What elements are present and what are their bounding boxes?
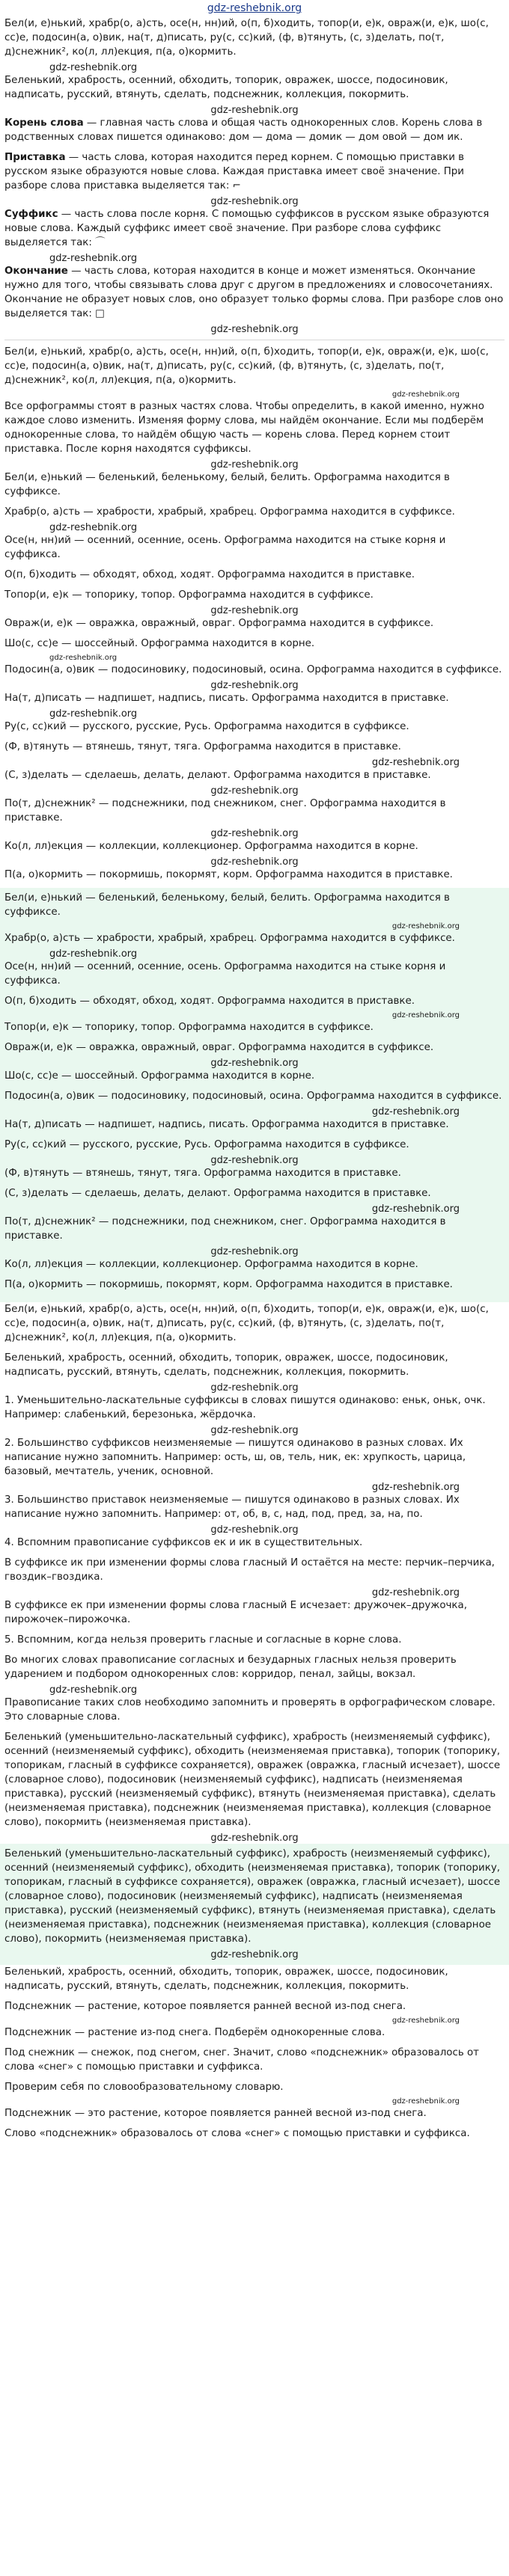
analysis-item: Осе(н, нн)ий — осенний, осенние, осень. Орфограмма находится на стыке корня и суффикса.: [4, 535, 446, 560]
rule-item: 4. Вспомним правописание суффиксов ек и ик в существительных.: [4, 1537, 363, 1548]
watermark: gdz-reshebnik.org: [49, 62, 138, 73]
watermark: gdz-reshebnik.org: [371, 1587, 460, 1598]
watermark: gdz-reshebnik.org: [391, 922, 460, 930]
analysis-item: Топор(и, е)к — топорику, топор. Орфограмма находится в суффиксе.: [4, 589, 374, 601]
analysis-item: (С, з)делать — сделаешь, делать, делают. Орфограмма находится в приставке.: [4, 1188, 431, 1199]
final-p4: Проверим себя по словообразовательному словарю.: [4, 2082, 284, 2093]
watermark: gdz-reshebnik.org: [371, 757, 460, 768]
block2-head: Бел(и, е)нький, храбр(о, а)сть, осе(н, нн)ий, о(п, б)ходить, топор(и, е)к, овраж(и, е)к, шо(с, сс)е, подосин(а, о)вик, на(т, д)писать, ру(с, сс)кий, (ф, в)тянуть, (с, з)делать, по(т, д)снежник², ко(л, лл)екция, п(а, о)кормить.: [4, 346, 489, 386]
watermark: gdz-reshebnik.org: [391, 390, 460, 399]
watermark: gdz-reshebnik.org: [391, 2017, 460, 2025]
rules-list: [4, 1393, 505, 1724]
final-words: Беленький, храбрость, осенний, обходить, топорик, овражек, шоссе, подосиновик, надписать, русский, втянуть, сделать, подснежник, коллекция, покормить.: [4, 1966, 448, 1992]
site-link[interactable]: gdz-reshebnik.org: [207, 2, 302, 14]
rule-item: 2. Большинство суффиксов неизменяемые — пишутся одинаково в разных словах. Их написание нужно запомнить. Например: ость, ш, ов, тель, ник, ек: хрупкость, царица, базовый, мечтатель, ученик, основной.: [4, 1438, 466, 1477]
watermark: gdz-reshebnik.org: [371, 1482, 460, 1493]
analysis-item: Осе(н, нн)ий — осенний, осенние, осень. Орфограмма находится на стыке корня и суффикса.: [4, 961, 446, 987]
final-p1: Подснежник — растение, которое появляется ранней весной из-под снега.: [4, 2001, 406, 2012]
analysis-item: На(т, д)писать — надпишет, надпись, писать. Орфограмма находится в приставке.: [4, 1119, 449, 1130]
rule-item: В суффиксе ик при изменении формы слова гласный И остаётся на месте: перчик–перчика, гвоздик–гвоздика.: [4, 1557, 495, 1583]
analysis-item: Ко(л, лл)екция — коллекции, коллекционер. Орфограмма находится в корне.: [4, 1259, 418, 1270]
final-p6: Слово «подснежник» образовалось от слова «снег» с помощью приставки и суффикса.: [4, 2128, 470, 2139]
watermark: gdz-reshebnik.org: [210, 1246, 299, 1257]
analysis-item: (Ф, в)тянуть — втянешь, тянут, тяга. Орфограмма находится в приставке.: [4, 1168, 401, 1179]
final-section: [4, 1965, 505, 2141]
intro-answer-words: Беленький, храбрость, осенний, обходить, топорик, овражек, шоссе, подосиновик, надписать, русский, втянуть, сделать, подснежник, коллекция, покормить.: [4, 75, 448, 100]
watermark: gdz-reshebnik.org: [210, 785, 299, 797]
watermark: gdz-reshebnik.org: [210, 1382, 299, 1393]
watermark: gdz-reshebnik.org: [210, 324, 299, 335]
watermark: gdz-reshebnik.org: [49, 1684, 138, 1696]
okonch-text: — часть слова, которая находится в конце и может изменяться. Окончание нужно для того, чтобы связывать слова друг с другом в предложениях и словосочетаниях. Окончание не образует новых слов, оно образует только формы слова. При разборе слов оно выделяется так: □: [4, 266, 504, 319]
analysis-item: (Ф, в)тянуть — втянешь, тянут, тяга. Орфограмма находится в приставке.: [4, 741, 401, 752]
watermark: gdz-reshebnik.org: [391, 1011, 460, 1019]
rule-item: 3. Большинство приставок неизменяемые — пишутся одинаково в разных словах. Их написание нужно запомнить. Например: от, об, в, с, над, под, пред, за, на, по.: [4, 1494, 460, 1520]
block2-rule: Все орфограммы стоят в разных частях слова. Чтобы определить, в какой именно, нужно каждое слово изменить. Изменяя форму слова, мы найдём окончание. Если мы подберём однокоренные слова, то найдём общую часть — корень слова. Перед корнем стоит приставка. После корня находятся суффиксы.: [4, 401, 484, 455]
watermark: gdz-reshebnik.org: [210, 1524, 299, 1536]
analysis-item: Бел(и, е)нький — беленький, беленькому, белый, белить. Орфограмма находится в суффиксе.: [4, 472, 450, 497]
intro-task-text: Бел(и, е)нький, храбр(о, а)сть, осе(н, нн)ий, о(п, б)ходить, топор(и, е)к, овраж(и, е)к, шо(с, сс)е, подосин(а, о)вик, на(т, д)писать, ру(с, сс)кий, (ф, в)тянуть, (с, з)делать, по(т, д)снежник², ко(л, лл)екция, п(а, о)кормить.: [4, 18, 489, 58]
okonch-definition: [4, 264, 505, 321]
summary-text: Беленький (уменьшительно-ласкательный суффикс), храбрость (неизменяемый суффикс), осенний (неизменяемый суффикс), обходить (неизменяемая приставка), топорик (топорику, топорикам, гласный в суффиксе сохраняется), овражек (овражка, гласный исчезает), шоссе (словарное слово), подосиновик (неизменяемый суффикс), надписать (неизменяемая приставка), русский (неизменяемый суффикс), втянуть (неизменяемая приставка), сделать (неизменяемая приставка), подснежник (неизменяемая приставка), коллекция (словарное слово), покормить (неизменяемая приставка).: [4, 1732, 501, 1828]
analysis-item: Подосин(а, о)вик — подосиновику, подосиновый, осина. Орфограмма находится в суффиксе.: [4, 664, 502, 675]
final-p5: Подснежник — это растение, которое появляется ранней весной из-под снега.: [4, 2108, 427, 2119]
site-header[interactable]: [4, 0, 505, 16]
analysis-item: Шо(с, сс)е — шоссейный. Орфограмма находится в корне.: [4, 1070, 315, 1082]
analysis-item: П(а, о)кормить — покормишь, покормят, корм. Орфограмма находится в приставке.: [4, 869, 453, 880]
analysis-item: Храбр(о, а)сть — храбрости, храбрый, храбрец. Орфограмма находится в суффиксе.: [4, 933, 455, 944]
suff-text: — часть слова после корня. С помощью суффиксов в русском языке образуются новые слова. Каждый суффикс имеет своё значение. При разборе слова суффикс выделяется так: ⌒: [4, 209, 490, 248]
analysis-item: Шо(с, сс)е — шоссейный. Орфограмма находится в корне.: [4, 638, 315, 649]
analysis-item: Овраж(и, е)к — овражка, овражный, овраг. Орфограмма находится в суффиксе.: [4, 1042, 434, 1053]
rule-item: 1. Уменьшительно-ласкательные суффиксы в словах пишутся одинаково: еньк, оньк, очк. Например: слабенький, березонька, жёрдочка.: [4, 1395, 486, 1420]
analysis-item: Бел(и, е)нький — беленький, беленькому, белый, белить. Орфограмма находится в суффиксе.: [4, 892, 450, 918]
watermark: gdz-reshebnik.org: [49, 522, 138, 533]
watermark: gdz-reshebnik.org: [210, 196, 299, 207]
analysis-list: [4, 470, 505, 882]
summary-text: Беленький (уменьшительно-ласкательный суффикс), храбрость (неизменяемый суффикс), осенний (неизменяемый суффикс), обходить (неизменяемая приставка), топорик (топорику, топорикам, гласный в суффиксе сохраняется), овражек (овражка, гласный исчезает), шоссе (словарное слово), подосиновик (неизменяемый суффикс), надписать (неизменяемая приставка), русский (неизменяемый суффикс), втянуть (неизменяемая приставка), сделать (неизменяемая приставка), подснежник (неизменяемая приставка), коллекция (словарное слово), покормить (неизменяемая приставка).: [4, 1848, 501, 1945]
analysis-item: Овраж(и, е)к — овражка, овражный, овраг. Орфограмма находится в суффиксе.: [4, 618, 434, 629]
analysis-item: Ру(с, сс)кий — русского, русские, Русь. Орфограмма находится в суффиксе.: [4, 1139, 409, 1150]
okonch-term: Окончание: [4, 266, 68, 277]
analysis-item: Ко(л, лл)екция — коллекции, коллекционер. Орфограмма находится в корне.: [4, 841, 418, 852]
analysis-item: На(т, д)писать — надпишет, надпись, писать. Орфограмма находится в приставке.: [4, 693, 449, 704]
rule-item: В суффиксе ек при изменении формы слова гласный Е исчезает: дружочек–дружочка, пирожочек–пирожочка.: [4, 1600, 467, 1625]
koren-text: — главная часть слова и общая часть однокоренных слов. Корень слова в родственных словах пишется одинаково: дом — дома — домик — дом овой — дом ик.: [4, 117, 483, 143]
block3-words: Беленький, храбрость, осенний, обходить, топорик, овражек, шоссе, подосиновик, надписать, русский, втянуть, сделать, подснежник, коллекция, покормить.: [4, 1352, 448, 1378]
suff-definition: [4, 207, 505, 250]
block3-head: Бел(и, е)нький, храбр(о, а)сть, осе(н, нн)ий, о(п, б)ходить, топор(и, е)к, овраж(и, е)к, шо(с, сс)е, подосин(а, о)вик, на(т, д)писать, ру(с, сс)кий, (ф, в)тянуть, (с, з)делать, по(т, д)снежник², ко(л, лл)екция, п(а, о)кормить.: [4, 1304, 489, 1343]
koren-definition: [4, 116, 505, 144]
intro-section: [4, 16, 505, 335]
watermark: gdz-reshebnik.org: [49, 948, 138, 960]
analysis-item: П(а, о)кормить — покормишь, покормят, корм. Орфограмма находится в приставке.: [4, 1279, 453, 1290]
summary-section: [4, 1730, 505, 1844]
final-p3: Под снежник — снежок, под снегом, снег. Значит, слово «подснежник» образовалось от слова «снег» с помощью приставки и суффикса.: [4, 2047, 479, 2073]
final-p2: Подснежник — растение из-под снега. Подберём однокоренные слова.: [4, 2027, 385, 2038]
watermark: gdz-reshebnik.org: [371, 1106, 460, 1117]
watermark: gdz-reshebnik.org: [210, 1425, 299, 1436]
watermark: gdz-reshebnik.org: [210, 828, 299, 839]
analysis-item: Храбр(о, а)сть — храбрости, храбрый, храбрец. Орфограмма находится в суффиксе.: [4, 506, 455, 518]
watermark: gdz-reshebnik.org: [391, 2097, 460, 2106]
analysis-item: По(т, д)снежник² — подснежники, под снежником, снег. Орфограмма находится в приставке.: [4, 1216, 446, 1242]
analysis-item: По(т, д)снежник² — подснежники, под снежником, снег. Орфограмма находится в приставке.: [4, 798, 446, 824]
watermark: gdz-reshebnik.org: [210, 856, 299, 868]
block2-section: [4, 345, 505, 470]
analysis-item: Ру(с, сс)кий — русского, русские, Русь. Орфограмма находится в суффиксе.: [4, 721, 409, 732]
analysis-item: Топор(и, е)к — топорику, топор. Орфограмма находится в суффиксе.: [4, 1022, 374, 1033]
rule-item: Во многих словах правописание согласных и безударных гласных нельзя проверить ударением и подбором однокоренных слов: корридор, пенал, зайцы, вокзал.: [4, 1655, 457, 1680]
suff-term: Суффикс: [4, 209, 58, 220]
analysis-item: Подосин(а, о)вик — подосиновику, подосиновый, осина. Орфограмма находится в суффиксе.: [4, 1091, 502, 1102]
rule-item: 5. Вспомним, когда нельзя проверить гласные и согласные в корне слова.: [4, 1634, 402, 1646]
rule-item: Правописание таких слов необходимо запомнить и проверять в орфографическом словаре. Это словарные слова.: [4, 1697, 496, 1723]
highlighted-summary: [0, 1844, 509, 1965]
analysis-item: О(п, б)ходить — обходят, обход, ходят. Орфограмма находится в приставке.: [4, 569, 415, 580]
watermark: gdz-reshebnik.org: [210, 680, 299, 691]
analysis-item: (С, з)делать — сделаешь, делать, делают. Орфограмма находится в приставке.: [4, 770, 431, 781]
watermark: gdz-reshebnik.org: [49, 253, 138, 264]
watermark: gdz-reshebnik.org: [210, 1058, 299, 1069]
watermark: gdz-reshebnik.org: [210, 1155, 299, 1166]
block3-section: [4, 1302, 505, 1393]
watermark: gdz-reshebnik.org: [210, 605, 299, 616]
watermark: gdz-reshebnik.org: [49, 708, 138, 720]
watermark: gdz-reshebnik.org: [210, 1833, 299, 1844]
watermark: gdz-reshebnik.org: [210, 1949, 299, 1960]
watermark: gdz-reshebnik.org: [49, 654, 118, 662]
highlighted-analysis: [0, 888, 509, 1302]
koren-term: Корень слова: [4, 117, 84, 129]
watermark: gdz-reshebnik.org: [210, 459, 299, 470]
watermark: gdz-reshebnik.org: [210, 105, 299, 116]
prist-term: Приставка: [4, 152, 66, 163]
watermark: gdz-reshebnik.org: [371, 1203, 460, 1215]
prist-text: — часть слова, которая находится перед корнем. С помощью приставки в русском языке образуются новые слова. Каждая приставка имеет своё значение. При разборе слова приставка выделяется так: ⌐: [4, 152, 465, 191]
prist-definition: [4, 150, 505, 193]
analysis-item: О(п, б)ходить — обходят, обход, ходят. Орфограмма находится в приставке.: [4, 996, 415, 1007]
